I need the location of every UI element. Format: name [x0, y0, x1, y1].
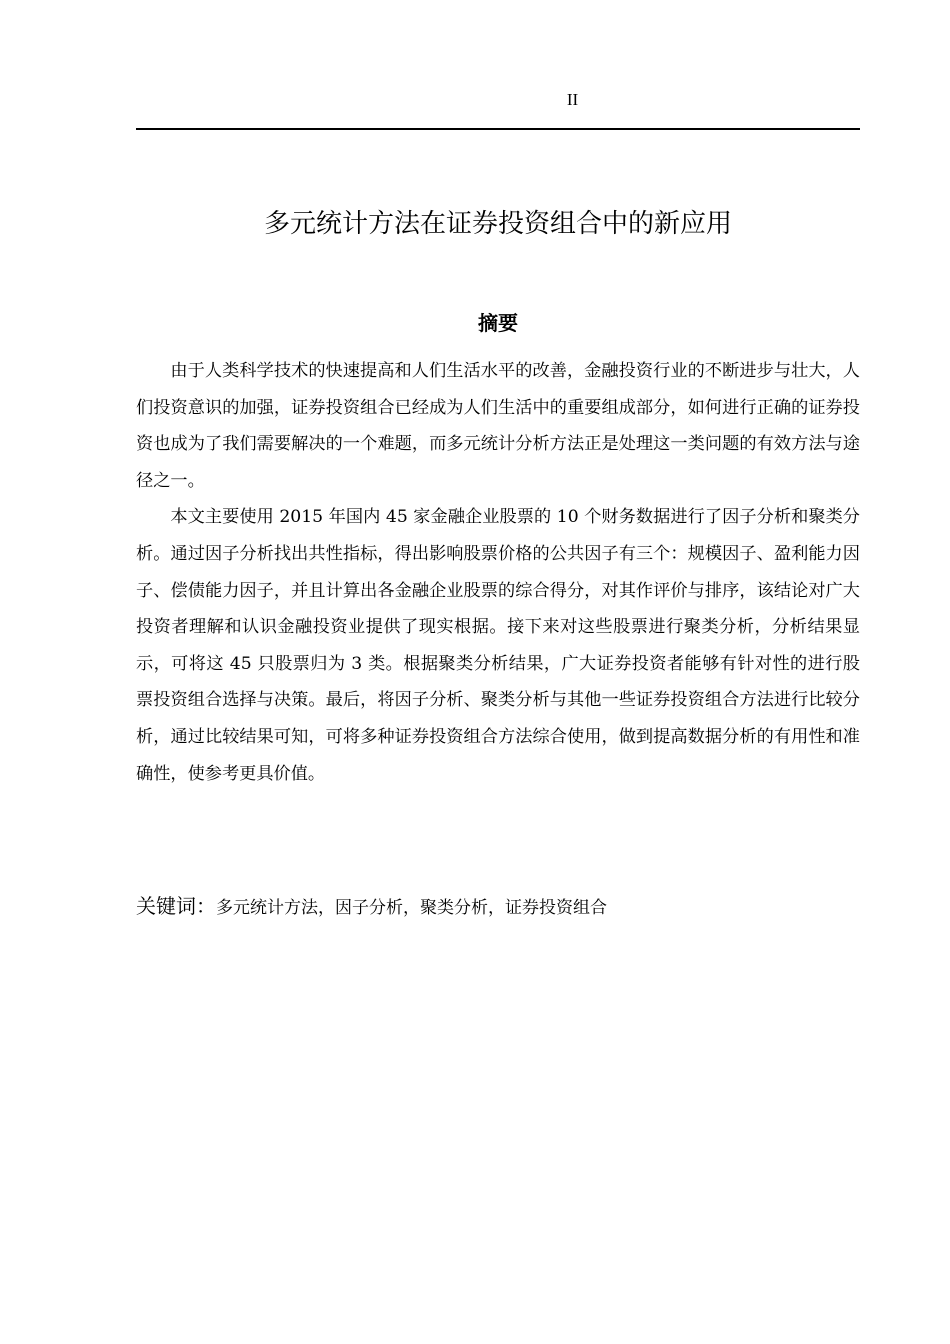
keywords-line [136, 888, 860, 926]
abstract-body [136, 353, 860, 792]
abstract-paragraph-1: 由于人类科学技术的快速提高和人们生活水平的改善，金融投资行业的不断进步与壮大，人们投资意识的加强，证券投资组合已经成为人们生活中的重要组成部分，如何进行正确的证券投资也成为了我们需要解决的一个难题，而多元统计分析方法正是处理这一类问题的有效方法与途径之一。 [136, 361, 860, 491]
header-rule [136, 128, 860, 130]
paper-title: 多元统计方法在证券投资组合中的新应用 [263, 209, 732, 239]
keywords-text: 多元统计方法，因子分析，聚类分析，证券投资组合 [216, 898, 607, 918]
page-number: II [566, 90, 579, 109]
keywords-label: 关键词： [136, 894, 216, 918]
abstract-paragraph-2: 本文主要使用 2015 年国内 45 家金融企业股票的 10 个财务数据进行了因子分析和聚类分析。通过因子分析找出共性指标，得出影响股票价格的公共因子有三个：规模因子、盈利能力因子、偿债能力因子，并且计算出各金融企业股票的综合得分，对其作评价与排序，该结论对广大投资者理解和认识金融投资业提供了现实根据。接下来对这些股票进行聚类分析，分析结果显示，可将这 45 只股票归为 3 类。根据聚类分析结果，广大证券投资者能够有针对性的进行股票投资组合选择与决策。最后，将因子分析、聚类分析与其他一些证券投资组合方法进行比较分析，通过比较结果可知，可将多种证券投资组合方法综合使用，做到提高数据分析的有用性和准确性，使参考更具价值。 [136, 507, 860, 784]
abstract-heading: 摘要 [478, 311, 518, 335]
